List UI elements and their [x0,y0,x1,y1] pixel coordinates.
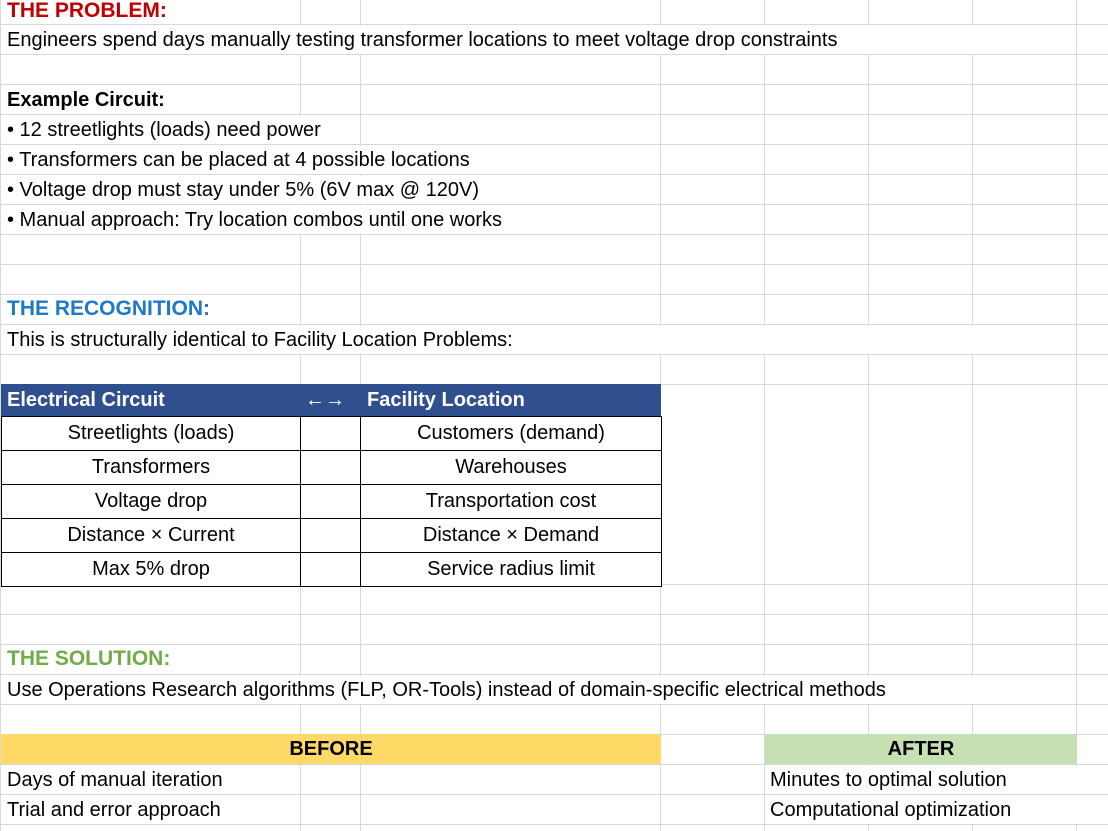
grid-row-line [0,204,1108,205]
grid-row-line [0,264,1108,265]
after-band [765,734,1077,764]
after-label: AFTER [887,737,955,760]
before-band [1,734,661,764]
grid-row-line [0,144,1108,145]
solution-statement: Use Operations Research algorithms (FLP, OR-Tools) instead of domain-specific electrical methods [7,679,886,701]
table-cell-facility: Distance × Demand [360,518,662,553]
grid-row-line [0,824,1108,825]
table-cell-facility: Service radius limit [360,552,662,587]
table-cell-arrow [300,450,361,485]
grid-row-line [0,704,1108,705]
example-bullet: • Manual approach: Try location combos until one works [7,209,503,231]
table-cell-arrow [300,552,361,587]
grid-row-line [0,324,1108,325]
after-item: Computational optimization [770,799,1012,821]
grid-row-line [0,174,1108,175]
table-cell-electrical: Transformers [1,450,301,485]
grid-column-line [1076,0,1077,831]
table-cell-arrow [300,518,361,553]
table-cell-facility: Transportation cost [360,484,662,519]
grid-row-line [0,614,1108,615]
recognition-title: THE RECOGNITION: [7,297,210,320]
grid-row-line [0,644,1108,645]
table-header-electrical: Electrical Circuit [7,389,165,411]
grid-row-line [0,674,1108,675]
table-header-arrow: ←→ [305,389,345,411]
grid-row-line [0,54,1108,55]
grid-row-line [0,114,1108,115]
before-item: Trial and error approach [7,799,221,821]
problem-title: THE PROBLEM: [7,0,167,22]
table-header-facility: Facility Location [367,389,525,411]
grid-row-line [0,84,1108,85]
example-bullet: • Voltage drop must stay under 5% (6V max @ 120V) [7,179,479,201]
after-item: Minutes to optimal solution [770,769,1007,791]
table-cell-electrical: Max 5% drop [1,552,301,587]
table-cell-facility: Customers (demand) [360,416,662,451]
grid-column-line [972,0,973,831]
grid-column-line [764,0,765,831]
table-cell-arrow [300,416,361,451]
solution-title: THE SOLUTION: [7,647,171,670]
grid-row-line [0,234,1108,235]
table-cell-facility: Warehouses [360,450,662,485]
example-bullet: • Transformers can be placed at 4 possible locations [7,149,470,171]
grid-row-line [0,24,1108,25]
grid-row-line [0,354,1108,355]
table-cell-arrow [300,484,361,519]
grid-row-line [0,294,1108,295]
table-cell-electrical: Streetlights (loads) [1,416,301,451]
table-cell-electrical: Voltage drop [1,484,301,519]
example-bullet: • 12 streetlights (loads) need power [7,119,321,141]
before-item: Days of manual iteration [7,769,223,791]
recognition-statement: This is structurally identical to Facility Location Problems: [7,329,513,351]
grid-row-line [0,764,1108,765]
before-label: BEFORE [289,737,373,760]
example-circuit-title: Example Circuit: [7,89,165,111]
problem-statement: Engineers spend days manually testing transformer locations to meet voltage drop constraints [7,29,838,51]
grid-column-line [868,0,869,831]
table-cell-electrical: Distance × Current [1,518,301,553]
grid-row-line [0,794,1108,795]
